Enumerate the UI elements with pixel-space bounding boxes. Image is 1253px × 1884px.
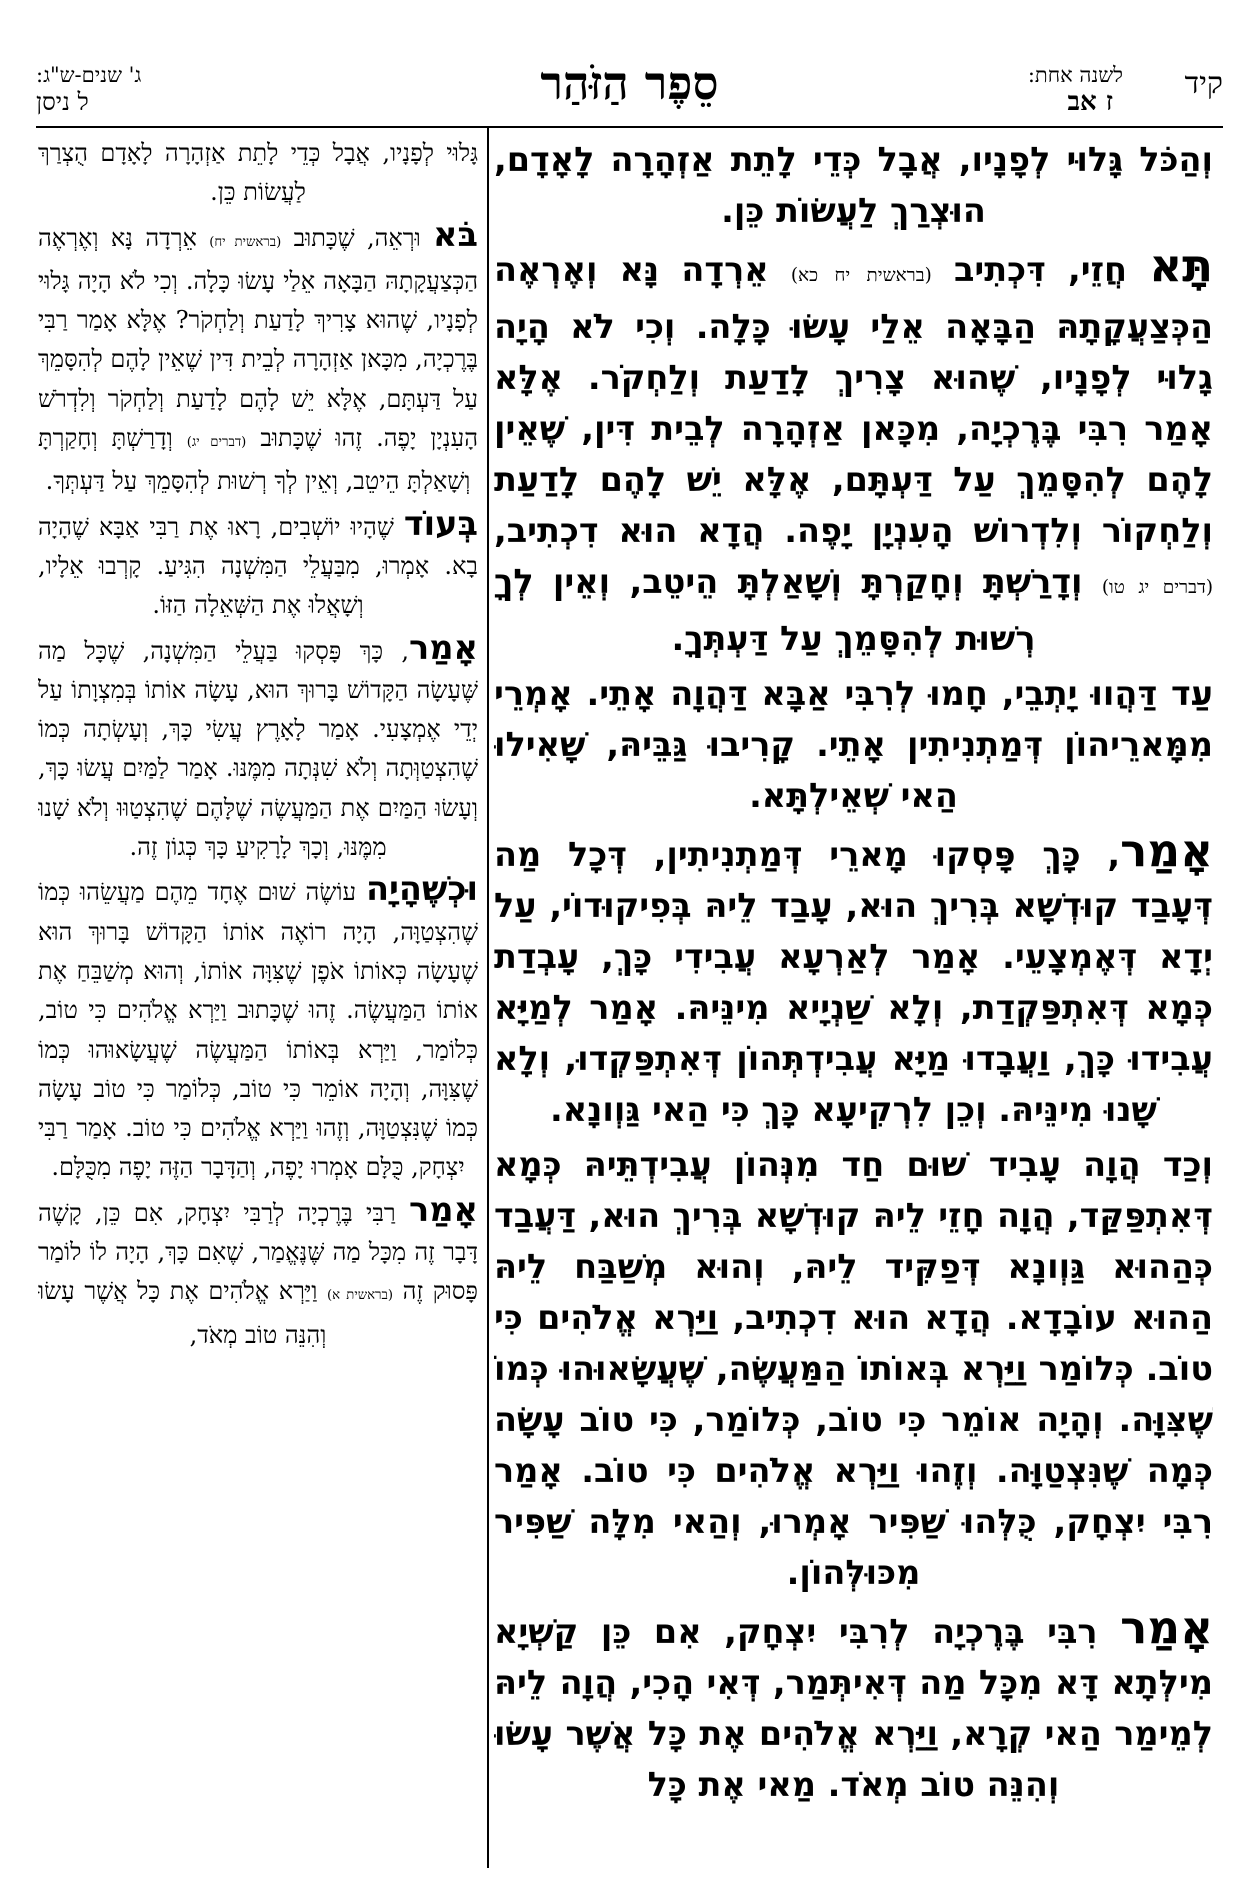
page-number: קיד bbox=[1184, 66, 1223, 101]
schedule-date: ל ניסן bbox=[36, 88, 89, 116]
paragraph: גָּלוּי לְפָנָיו, אֲבָל כְּדֵי לָתֵת אַזְהָרָה לָאָדָם הֻצְרַךְ לַעֲשׂוֹת כֵּן. bbox=[38, 139, 478, 207]
paragraph: וְכַד הֲוָה עָבִיד שׁוּם חַד מִנְּהוֹן עֲבִידְתֵּיהּ כְּמָא דְּאִתְפַּקַּד, הֲוָה חָזֵי לֵיהּ קוּדְשָׁא בְּרִיךְ הוּא, דַּעֲבַד כְּהַהוּא גַּוְונָא דְּפַקִּיד לֵיהּ, וְהוּא מְשַׁבַּח לֵיהּ הַהוּא עוֹבָדָא. הֲדָא הוּא דִכְתִיב, וַיַּרְא אֱלֹהִים כִּי טוֹב. כְּלוֹמַר וַיַּרְא בְּאוֹתוֹ הַמַּעֲשֶׂה, שֶׁעֲשָׂאוּהוּ כְּמוֹ שֶׁצִּוָּה. וְהָיָה אוֹמֵר כִּי טוֹב, כְּלוֹמַר, כִּי טוֹב עָשָׂה כְּמָה שֶׁנִּצְטַוָּה. וְזֶהוּ וַיַּרְא אֱלֹהִים כִּי טוֹב. אָמַר רִבִּי יִצְחָק, כֻּלְּהוּ שַׁפִּיר אָמְרוּ, וְהַאי מִלָּה שַׁפִּיר מִכּוּלְּהוֹן. bbox=[494, 1145, 1213, 1592]
schedule-label: ג' שנים-ש"ג: bbox=[36, 63, 142, 87]
verse-reference: (בראשית א) bbox=[327, 1288, 394, 1304]
paragraph: וּכְשֶׁהָיָה עוֹשֶׂה שׁוּם אֶחָד מֵהֶם מַעֲשֵׂהוּ כְּמוֹ שֶׁהִצְטַוָּה, הָיָה רוֹאֶה אוֹתוֹ הַקָּדוֹשׁ בָּרוּךְ הוּא שֶׁעָשָׂה כְּאוֹתוֹ אֹפֶן שֶׁצִּוָּה אוֹתוֹ, וְהוּא מְשַׁבֵּחַ אֶת אוֹתוֹ הַמַּעֲשֶׂה. זֶהוּ שֶׁכָּתוּב וַיַּרְא אֱלֹהִים כִּי טוֹב, כְּלוֹמַר, וַיַּרְא בְּאוֹתוֹ הַמַּעֲשֶׂה שֶׁעֲשָׂאוּהוּ כְּמוֹ שֶׁצִּוָּה, וְהָיָה אוֹמֵר כִּי טוֹב, כְּלוֹמַר כִּי טוֹב עָשָׂה כְּמוֹ שֶׁנִּצְטַוָּה, וְזֶהוּ וַיַּרְא אֱלֹהִים כִּי טוֹב. אָמַר רַבִּי יִצְחָק, כֻּלָּם אָמְרוּ יָפֶה, וְהַדָּבָר הַזֶּה יָפֶה מִכֻּלָּם. bbox=[38, 869, 478, 1182]
header-study-schedule-three-years bbox=[36, 62, 141, 116]
paragraph: אָמַר רִבִּי בֶּרֶכְיָה לְרִבִּי יִצְחָק, אִם כֵּן קַשְׁיָא מִילְּתָא דָּא מִכָּל מַה דְּאִיתְּמַר, דְּאִי הָכִי, הֲוָה לֵיהּ לְמֵימַר הַאי קְרָא, וַיַּרְא אֱלֹהִים אֶת כָּל אֲשֶׁר עָשׂוּ וְהִנֵּה טוֹב מְאֹד. מַאי אֶת כָּל bbox=[494, 1601, 1213, 1804]
opening-word: אָמַר bbox=[409, 627, 478, 667]
paragraph: תָּא חֲזֵי, דִּכְתִיב (בראשית יח כא) אֵרְדָה נָּא וְאֶרְאֶה הַכְּצַעֲקָתָהּ הַבָּאָה אֵלַי עָשׂוּ כָּלָה. וְכִי לֹא הָיָה גָלוּי לְפָנָיו, שֶׁהוּא צָרִיךְ לָדַעַת וְלַחְקֹר. אֶלָּא אָמַר רִבִּי בֶּרֶכְיָה, מִכָּאן אַזְהָרָה לְבֵית דִּין, שֶׁאֵין לָהֶם לְהִסָּמֵךְ עַל דַּעְתָּם, אֶלָּא יֵשׁ לָהֶם לָדַעַת וְלַחְקוֹר וְלִדְרוֹשׁ הָעִנְיָן יָפֶה. הֲדָא הוּא דִכְתִיב, (דברים יג טו) וְדָרַשְׁתָּ וְחָקַרְתָּ וְשָׁאַלְתָּ הֵיטֵב, וְאֵין לְךָ רְשׁוּת לְהִסָּמֵךְ עַל דַּעְתְּךָ. bbox=[494, 239, 1213, 658]
page-header bbox=[36, 56, 1223, 126]
opening-word: אָמַר bbox=[409, 1189, 478, 1229]
opening-word: תָּא bbox=[1149, 239, 1213, 292]
column-divider bbox=[487, 128, 489, 1868]
schedule-date: ז אב bbox=[1067, 87, 1113, 117]
opening-word: אָמַר bbox=[1120, 824, 1213, 877]
main-text-column bbox=[494, 134, 1213, 1874]
paragraph: וְהַכֹּל גָּלוּי לְפָנָיו, אֲבָל כְּדֵי לָתֵת אַזְהָרָה לָאָדָם, הוּצְרַךְ לַעֲשׂוֹת כֵּן. bbox=[494, 140, 1213, 230]
verse-reference: (בראשית יח כא) bbox=[790, 265, 932, 286]
paragraph: בֹּא וּרְאֵה, שֶׁכָּתוּב (בראשית יח) אֵרְדָה נָּא וְאֶרְאֶה הַכְּצַעֲקָתָהּ הַבָּאָה אֵלַי עָשׂוּ כָּלָה. וְכִי לֹא הָיָה גָּלוּי לְפָנָיו, שֶׁהוּא צָרִיךְ לָדַעַת וְלַחְקֹר? אֶלָּא אָמַר רַבִּי בֶּרֶכְיָה, מִכָּאן אַזְהָרָה לְבֵית דִּין שֶׁאֵין לָהֶם לְהִסָּמֵךְ עַל דַּעְתָּם, אֶלָּא יֵשׁ לָהֶם לָדַעַת וְלַחְקֹר וְלִדְרֹשׁ הָעִנְיָן יָפֶה. זֶהוּ שֶׁכָּתוּב (דברים יג) וְדָרַשְׁתָּ וְחָקַרְתָּ וְשָׁאַלְתָּ הֵיטֵב, וְאֵין לְךָ רְשׁוּת לְהִסָּמֵךְ עַל דַּעְתְּךָ. bbox=[38, 214, 478, 496]
book-title: סֵפֶר הַזֹּהַר bbox=[540, 56, 719, 110]
opening-word: אָמַר bbox=[1120, 1601, 1213, 1654]
paragraph: אָמַר, כָּךְ פָּסְקוּ בַּעֲלֵי הַמִּשְׁנָה, שֶׁכָּל מַה שֶּׁעָשָׂה הַקָּדוֹשׁ בָּרוּךְ הוּא, עָשָׂה אוֹתוֹ בְּמִצְוָתוֹ עַל יְדֵי אֶמְצָעִי. אָמַר לָאָרֶץ עֲשִׂי כָּךְ, וְעָשְׂתָה כְּמוֹ שֶׁהִצְטַוְּתָה וְלֹא שִׁנְּתָה מִמֶּנּוּ. אָמַר לַמַּיִם עֲשׂוּ כָּךְ, וְעָשׂוּ הַמַּיִם אֶת הַמַּעֲשֶׂה שֶׁלָּהֶם שֶׁהִצְטַוּוּ וְלֹא שָׁנוּ מִמֶּנּוּ, וְכָךְ לָרָקִיעַ כָּךְ כְּגוֹן זֶה. bbox=[38, 627, 478, 862]
header-rule bbox=[36, 126, 1223, 128]
opening-word: וּכְשֶׁהָיָה bbox=[365, 869, 478, 909]
schedule-label: לשנה אחת: bbox=[1027, 63, 1123, 87]
paragraph: אָמַר רַבִּי בֶּרֶכְיָה לְרַבִּי יִצְחָק, אִם כֵּן, קָשֶׁה דָּבָר זֶה מִכָּל מַה שֶּׁנֶּאֱמַר, שֶׁאִם כָּךְ, הָיָה לוֹ לוֹמַר פָּסוּק זֶה (בראשית א) וַיַּרְא אֱלֹהִים אֶת כָּל אֲשֶׁר עָשׂוּ וְהִנֵּה טוֹב מְאֹד, bbox=[38, 1189, 478, 1349]
verse-reference: (דברים יג טו) bbox=[1101, 577, 1213, 598]
paragraph: אָמַר, כָּךְ פָּסְקוּ מָארֵי דְּמַתְנִיתִין, דְּכָל מַה דְּעָבַד קוּדְשָׁא בְּרִיךְ הוּא, עָבַד לֵיהּ בְּפִיקוּדוֹי, עַל יְדָא דְּאֶמְצָעֵי. אָמַר לְאַרְעָא עֲבִידִי כָּךְ, עָבְדַת כְּמָא דְּאִתְפַּקְדַת, וְלָא שַׁנְיָיא מִינֵּיהּ. אָמַר לְמַיָּא עֲבִידוּ כָּךְ, וַעֲבָדוּ מַיָּא עֲבִידְתְּהוֹן דְּאִתְפַּקְדוּ, וְלָא שָׁנוּ מִינֵּיהּ. וְכֵן לִרְקִיעָא כָּךְ כִּי הַאי גַּוְונָא. bbox=[494, 824, 1213, 1129]
translation-column bbox=[38, 134, 478, 1874]
opening-word: בְּעוֹד bbox=[403, 503, 478, 543]
paragraph: בְּעוֹד שֶׁהָיוּ יוֹשְׁבִים, רָאוּ אֶת רַבִּי אַבָּא שֶׁהָיָה בָא. אָמְרוּ, מִבַּעֲלֵי הַמִּשְׁנָה הִגִּיעַ. קָרְבוּ אֵלָיו, וְשָׁאֲלוּ אֶת הַשְּׁאֵלָה הַזּוֹ. bbox=[38, 503, 478, 620]
verse-reference: (בראשית יח) bbox=[209, 234, 282, 250]
paragraph: עַד דַּהֲווּ יָתְבֵי, חָמוּ לְרִבִּי אַבָּא דַּהֲוָה אָתֵי. אָמְרֵי מִמָּארֵיהוֹן דְּמַתְנִיתִין אָתֵי. קָרִיבוּ גַּבֵּיהּ, שָׁאִילוּ הַאי שְׁאֵילְתָּא. bbox=[494, 674, 1213, 815]
opening-word: בֹּא bbox=[433, 214, 478, 254]
verse-reference: (דברים יג) bbox=[186, 435, 247, 451]
